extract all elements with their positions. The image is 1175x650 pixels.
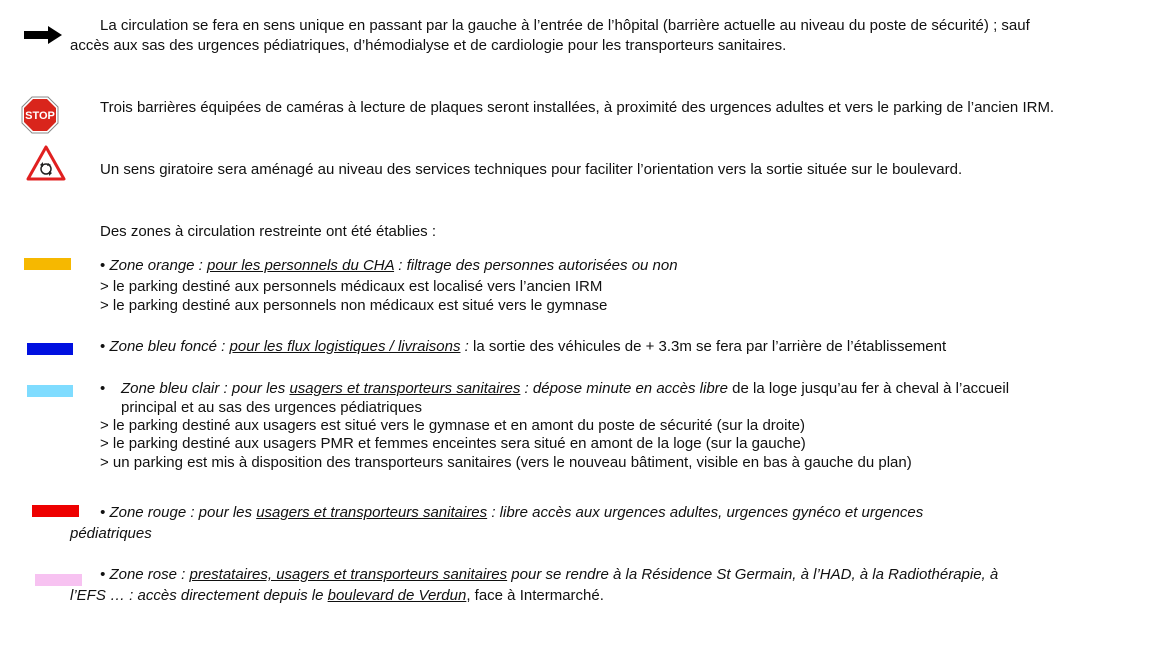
bullet: • [100, 257, 106, 274]
zone-name: Zone bleu foncé : [109, 338, 226, 355]
light-blue-zone-line2: principal et au sas des urgences pédiatriques [121, 399, 423, 416]
roundabout-text: Un sens giratoire sera aménagé au niveau des services techniques pour faciliter l’orientation vers la sortie située sur le boulevard. [100, 161, 963, 178]
dark-blue-zone-swatch [27, 343, 73, 355]
red-zone-swatch [32, 505, 79, 517]
zone-audience: prestataires, usagers et transporteurs sanitaires [189, 566, 508, 583]
zone-audience: usagers et transporteurs sanitaires [289, 380, 521, 397]
pink-zone-line2 [70, 586, 604, 605]
zone-access: l’EFS … : accès directement depuis le [70, 587, 328, 604]
bullet: • [100, 566, 106, 583]
zone-boulevard: boulevard de Verdun [327, 587, 467, 604]
pink-zone-swatch [35, 574, 82, 586]
dark-blue-zone-title [100, 337, 946, 356]
bullet: • [100, 338, 106, 355]
zone-access: : dépose minute en accès libre [520, 380, 729, 397]
arrow-text-line2: accès aux sas des urgences pédiatriques, d’hémodialyse et de cardiologie pour les transporteurs sanitaires. [70, 37, 787, 54]
light-blue-zone-swatch [27, 385, 73, 397]
arrow-right-icon [22, 25, 64, 45]
zone-description: : filtrage des personnes autorisées ou non [394, 257, 678, 274]
stop-text: Trois barrières équipées de caméras à lecture de plaques seront installées, à proximité des urgences adultes et vers le parking de l’ancien IRM. [100, 99, 1055, 116]
zone-name: Zone bleu clair : pour les [121, 380, 286, 397]
zone-description: pour se rendre à la Résidence St Germain, à l’HAD, à la Radiothérapie, à [507, 566, 999, 583]
light-blue-zone-sub3: > un parking est mis à disposition des transporteurs sanitaires (vers le nouveau bâtiment, visible en bas à gauche du plan) [100, 454, 912, 471]
bullet: • [100, 504, 106, 521]
zone-name: Zone rouge : pour les [109, 504, 253, 521]
light-blue-zone-sub2: > le parking destiné aux usagers PMR et femmes enceintes sera situé en amont de la loge (sur la gauche) [100, 435, 806, 452]
orange-zone-sub2: > le parking destiné aux personnels non médicaux est situé vers le gymnase [100, 297, 608, 314]
red-zone-title [100, 503, 923, 522]
zone-name: Zone rose : [109, 566, 186, 583]
zone-audience: pour les personnels du CHA [207, 257, 395, 274]
zone-description: la sortie des véhicules de + 3.3m se fera par l’arrière de l’établissement [468, 338, 947, 355]
zones-intro: Des zones à circulation restreinte ont été établies : [100, 223, 437, 240]
orange-zone-swatch [24, 258, 71, 270]
stop-sign-label: STOP [25, 110, 55, 122]
pink-zone-title [100, 565, 998, 584]
arrow-text-line1: La circulation se fera en sens unique en passant par la gauche à l’entrée de l’hôpital (barrière actuelle au niveau du poste de sécurité) ; sauf [100, 17, 1030, 34]
zone-audience: usagers et transporteurs sanitaires [256, 504, 488, 521]
orange-zone-sub1: > le parking destiné aux personnels médicaux est localisé vers l’ancien IRM [100, 278, 603, 295]
light-blue-zone-title [121, 379, 1009, 398]
zone-audience: pour les flux logistiques / livraisons [229, 338, 461, 355]
zone-description: de la loge jusqu’au fer à cheval à l’accueil [728, 380, 1010, 397]
roundabout-warning-icon [26, 145, 66, 181]
orange-zone-title [100, 256, 678, 275]
light-blue-zone-sub1: > le parking destiné aux usagers est situé vers le gymnase et en amont du poste de sécurité (sur la droite) [100, 417, 805, 434]
stop-sign-icon [21, 96, 59, 134]
light-blue-zone-bullet: • [100, 380, 106, 397]
zone-colon: : [460, 338, 469, 355]
zone-landmark: , face à Intermarché. [466, 587, 604, 604]
red-zone-line2: pédiatriques [70, 525, 152, 542]
zone-description: : libre accès aux urgences adultes, urgences gynéco et urgences [487, 504, 924, 521]
zone-name: Zone orange : [109, 257, 203, 274]
